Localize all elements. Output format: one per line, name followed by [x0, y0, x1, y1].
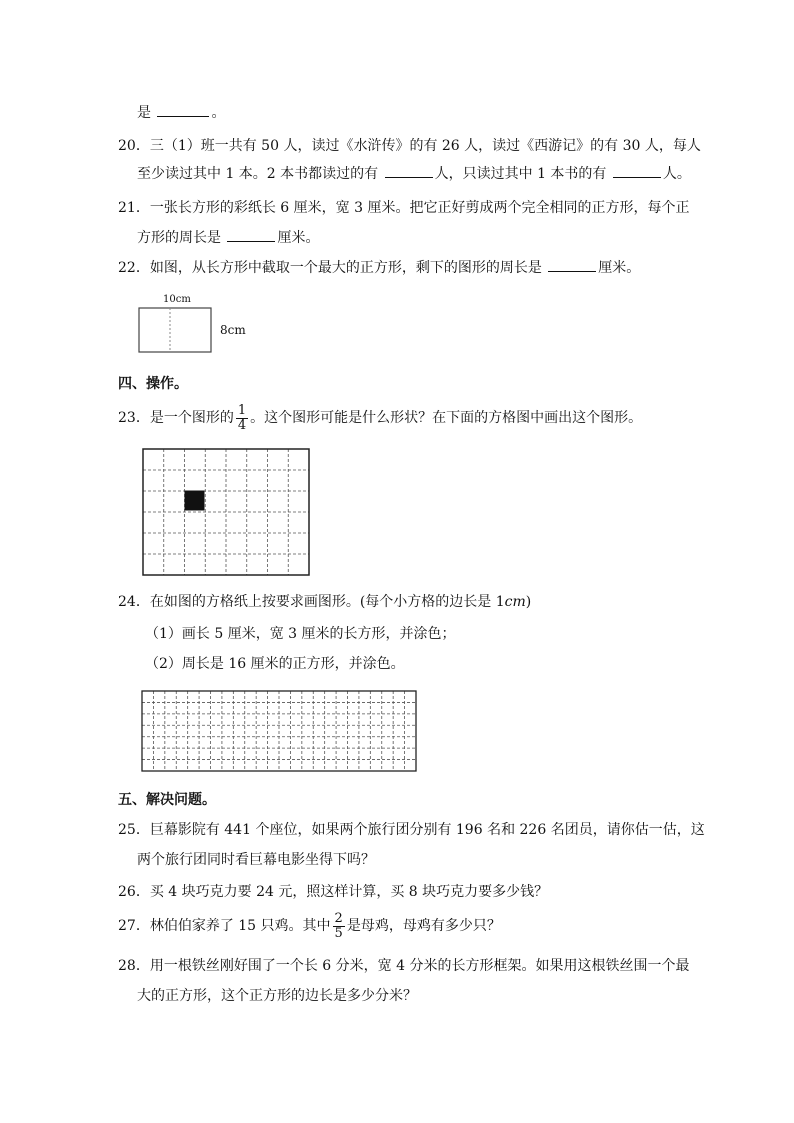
question-number: 27． — [118, 918, 150, 934]
q21-line1: 21．一张长方形的彩纸长 6 厘米，宽 3 厘米。把它正好剪成两个完全相同的正方形，每个正 — [118, 200, 690, 216]
grid-lines — [143, 449, 309, 575]
section-5-heading: 五、解决问题。 — [118, 792, 216, 808]
shaded-unit-square — [185, 491, 204, 510]
q24-item-1: （1）画长 5 厘米，宽 3 厘米的长方形，并涂色； — [145, 626, 456, 642]
rectangle-outline — [139, 308, 211, 352]
q27-line: 27．林伯伯家养了 15 只鸡。其中 $\frac{2}{5}$ 是母鸡，母鸡有多少只？ — [118, 910, 501, 941]
q28-line1: 28．用一根铁丝刚好围了一个长 6 分米，宽 4 分米的长方形框架。如果用这根铁丝围一个最 — [118, 958, 690, 974]
top-length-label: 10cm — [163, 294, 191, 305]
question-number: 23． — [118, 410, 150, 426]
q19-tail: 是 。 — [137, 105, 226, 121]
q20-line1: 20．三（1）班一共有 50 人，读过《水浒传》的有 26 人，读过《西游记》的有 30 人，每人 — [118, 138, 701, 154]
q24-item-2: （2）周长是 16 厘米的正方形，并涂色。 — [145, 656, 405, 672]
answer-blank[interactable] — [385, 165, 433, 178]
fraction-two-fifths: $\frac{2}{5}$ — [334, 910, 343, 941]
answer-blank[interactable] — [227, 229, 275, 242]
q24-grid[interactable] — [141, 690, 419, 774]
question-number: 28． — [118, 958, 150, 974]
q24-line: 24．在如图的方格纸上按要求画图形。(每个小方格的边长是 1cm) — [118, 594, 532, 610]
q20-line2: 至少读过其中 1 本。2 本书都读过的有 人，只读过其中 1 本书的有 人。 — [137, 166, 691, 182]
q21-line2: 方形的周长是 厘米。 — [137, 230, 320, 246]
question-number: 20． — [118, 138, 150, 154]
question-number: 24． — [118, 594, 150, 610]
q22-rectangle-figure — [130, 290, 260, 356]
q26-line: 26．买 4 块巧克力要 24 元，照这样计算，买 8 块巧克力要多少钱？ — [118, 884, 549, 900]
answer-blank[interactable] — [157, 104, 209, 117]
question-number: 25． — [118, 822, 150, 838]
side-width-label: 8cm — [220, 323, 246, 337]
question-number: 26． — [118, 884, 150, 900]
q23-line: 23．是一个图形的 $\frac{1}{4}$ 。这个图形可能是什么形状？在下面的方格图中画出这个图形。 — [118, 402, 643, 433]
q23-grid[interactable] — [142, 448, 312, 578]
answer-blank[interactable] — [548, 259, 596, 272]
q28-line2: 大的正方形，这个正方形的边长是多少分米？ — [137, 988, 417, 1004]
q22-line: 22．如图，从长方形中截取一个最大的正方形，剩下的图形的周长是 厘米。 — [118, 260, 641, 276]
question-number: 22． — [118, 260, 150, 276]
fraction-one-quarter: $\frac{1}{4}$ — [237, 402, 247, 433]
question-number: 21． — [118, 200, 150, 216]
grid-lines — [142, 691, 416, 771]
section-4-heading: 四、操作。 — [118, 376, 188, 392]
answer-blank[interactable] — [613, 165, 661, 178]
q25-line1: 25．巨幕影院有 441 个座位，如果两个旅行团分别有 196 名和 226 名团员，请你估一估，这 — [118, 822, 705, 838]
q25-line2: 两个旅行团同时看巨幕电影坐得下吗？ — [137, 852, 375, 868]
